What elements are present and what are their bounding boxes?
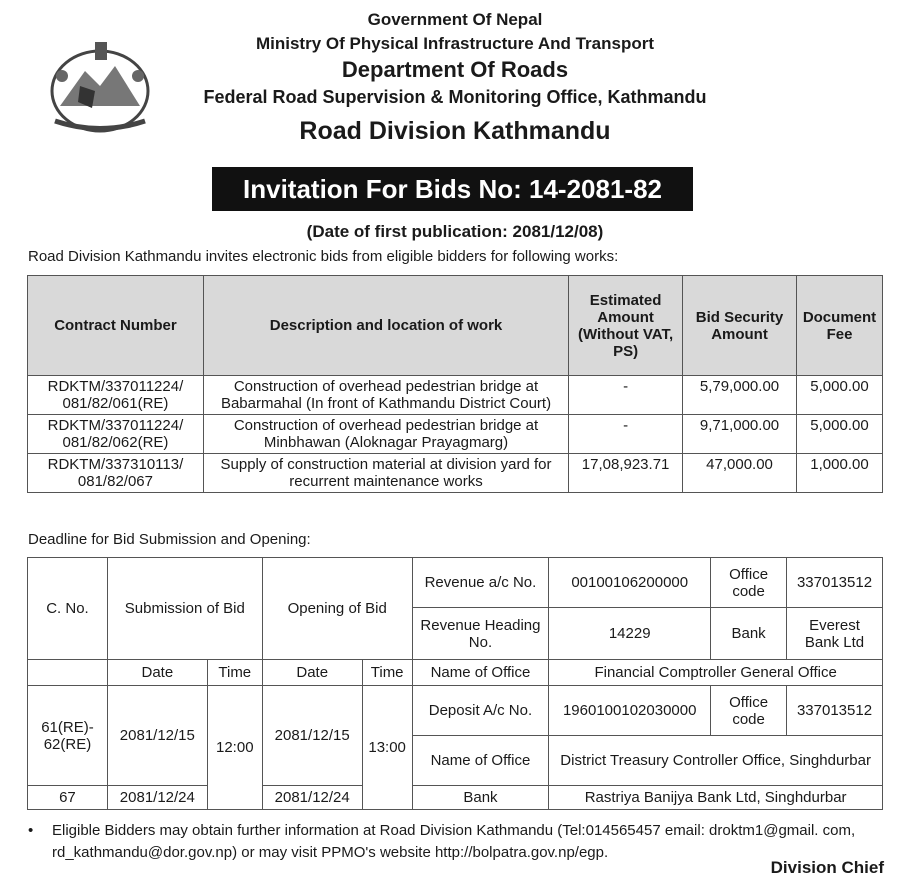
bid-security: 9,71,000.00	[683, 415, 797, 454]
work-description: Supply of construction material at division yard for recurrent maintenance works	[203, 454, 568, 493]
ifb-title: Invitation For Bids No: 14-2081-82	[212, 167, 693, 211]
intro-text: Road Division Kathmandu invites electronic bids from eligible bidders for following works:	[28, 248, 619, 265]
work-description: Construction of overhead pedestrian bridge at Babarmahal (In front of Kathmandu District Court)	[203, 376, 568, 415]
office-value: Financial Comptroller General Office	[549, 660, 883, 686]
work-description: Construction of overhead pedestrian bridge at Minbhawan (Aloknagar Prayagmarg)	[203, 415, 568, 454]
deadline-label: Deadline for Bid Submission and Opening:	[28, 531, 311, 548]
deadline-table	[27, 557, 883, 810]
footer-text: Eligible Bidders may obtain further information at Road Division Kathmandu (Tel:014565457 email: droktm1@gmail. com, rd_kathmandu@dor.gov.np) or may visit PPMO's website http://bolpatra.gov.np/egp.	[52, 822, 856, 861]
estimated-amount: -	[569, 415, 683, 454]
revenue-heading-label: Revenue Heading No.	[412, 608, 549, 660]
office-code-value: 337013512	[787, 558, 883, 608]
sub-date-header: Date	[107, 660, 207, 686]
row1-sub-date: 2081/12/15	[107, 686, 207, 786]
sub-time-header: Time	[207, 660, 262, 686]
bank-value: Rastriya Banijya Bank Ltd, Singhdurbar	[549, 786, 883, 810]
name-of-office-label: Name of Office	[412, 660, 549, 686]
office-code-value: 337013512	[787, 686, 883, 736]
submission-header: Submission of Bid	[107, 558, 262, 660]
estimated-amount: -	[569, 376, 683, 415]
header-description: Description and location of work	[203, 276, 568, 376]
bullet-icon: •	[28, 822, 34, 839]
deposit-label: Deposit A/c No.	[412, 686, 549, 736]
row2-sub-date: 2081/12/24	[107, 786, 207, 810]
cno-blank	[28, 660, 108, 686]
row2-cno: 67	[28, 786, 108, 810]
letterhead	[0, 8, 910, 148]
document-fee: 5,000.00	[796, 376, 882, 415]
cno-header: C. No.	[28, 558, 108, 660]
deposit-value: 1960100102030000	[549, 686, 711, 736]
revenue-heading-value: 14229	[549, 608, 711, 660]
bank-label: Bank	[711, 608, 787, 660]
bank-value: Everest Bank Ltd	[787, 608, 883, 660]
row1-open-date: 2081/12/15	[262, 686, 362, 786]
bid-security: 5,79,000.00	[683, 376, 797, 415]
office-code-label: Office code	[711, 558, 787, 608]
header-estimated-amount: Estimated Amount (Without VAT, PS)	[569, 276, 683, 376]
contract-number: RDKTM/337310113/ 081/82/067	[28, 454, 204, 493]
division-title: Road Division Kathmandu	[299, 117, 611, 145]
bid-security: 47,000.00	[683, 454, 797, 493]
table-row	[28, 415, 883, 454]
document-fee: 5,000.00	[796, 415, 882, 454]
row1-cno: 61(RE)- 62(RE)	[28, 686, 108, 786]
header-document-fee: Document Fee	[796, 276, 882, 376]
footer-note	[28, 820, 888, 864]
sub-time: 12:00	[207, 686, 262, 810]
government-title: Government Of Nepal	[367, 10, 543, 29]
office-value: District Treasury Controller Office, Singhdurbar	[549, 736, 883, 786]
estimated-amount: 17,08,923.71	[569, 454, 683, 493]
works-table	[27, 275, 883, 493]
open-time-header: Time	[362, 660, 412, 686]
header-bid-security: Bid Security Amount	[683, 276, 797, 376]
contract-number: RDKTM/337011224/ 081/82/062(RE)	[28, 415, 204, 454]
publication-date: (Date of first publication: 2081/12/08)	[306, 222, 604, 241]
office-title: Federal Road Supervision & Monitoring Office, Kathmandu	[203, 87, 707, 107]
contract-number: RDKTM/337011224/ 081/82/061(RE)	[28, 376, 204, 415]
revenue-ac-value: 00100106200000	[549, 558, 711, 608]
opening-header: Opening of Bid	[262, 558, 412, 660]
office-code-label: Office code	[711, 686, 787, 736]
revenue-ac-label: Revenue a/c No.	[412, 558, 549, 608]
table-row	[28, 376, 883, 415]
open-time: 13:00	[362, 686, 412, 810]
name-of-office-label: Name of Office	[412, 736, 549, 786]
signature: Division Chief	[770, 858, 884, 877]
open-date-header: Date	[262, 660, 362, 686]
works-header-row	[28, 276, 883, 376]
document-fee: 1,000.00	[796, 454, 882, 493]
header-contract-number: Contract Number	[28, 276, 204, 376]
ministry-title: Ministry Of Physical Infrastructure And Transport	[255, 34, 654, 53]
bank-label: Bank	[412, 786, 549, 810]
row2-open-date: 2081/12/24	[262, 786, 362, 810]
table-row	[28, 454, 883, 493]
department-title: Department Of Roads	[341, 57, 569, 82]
